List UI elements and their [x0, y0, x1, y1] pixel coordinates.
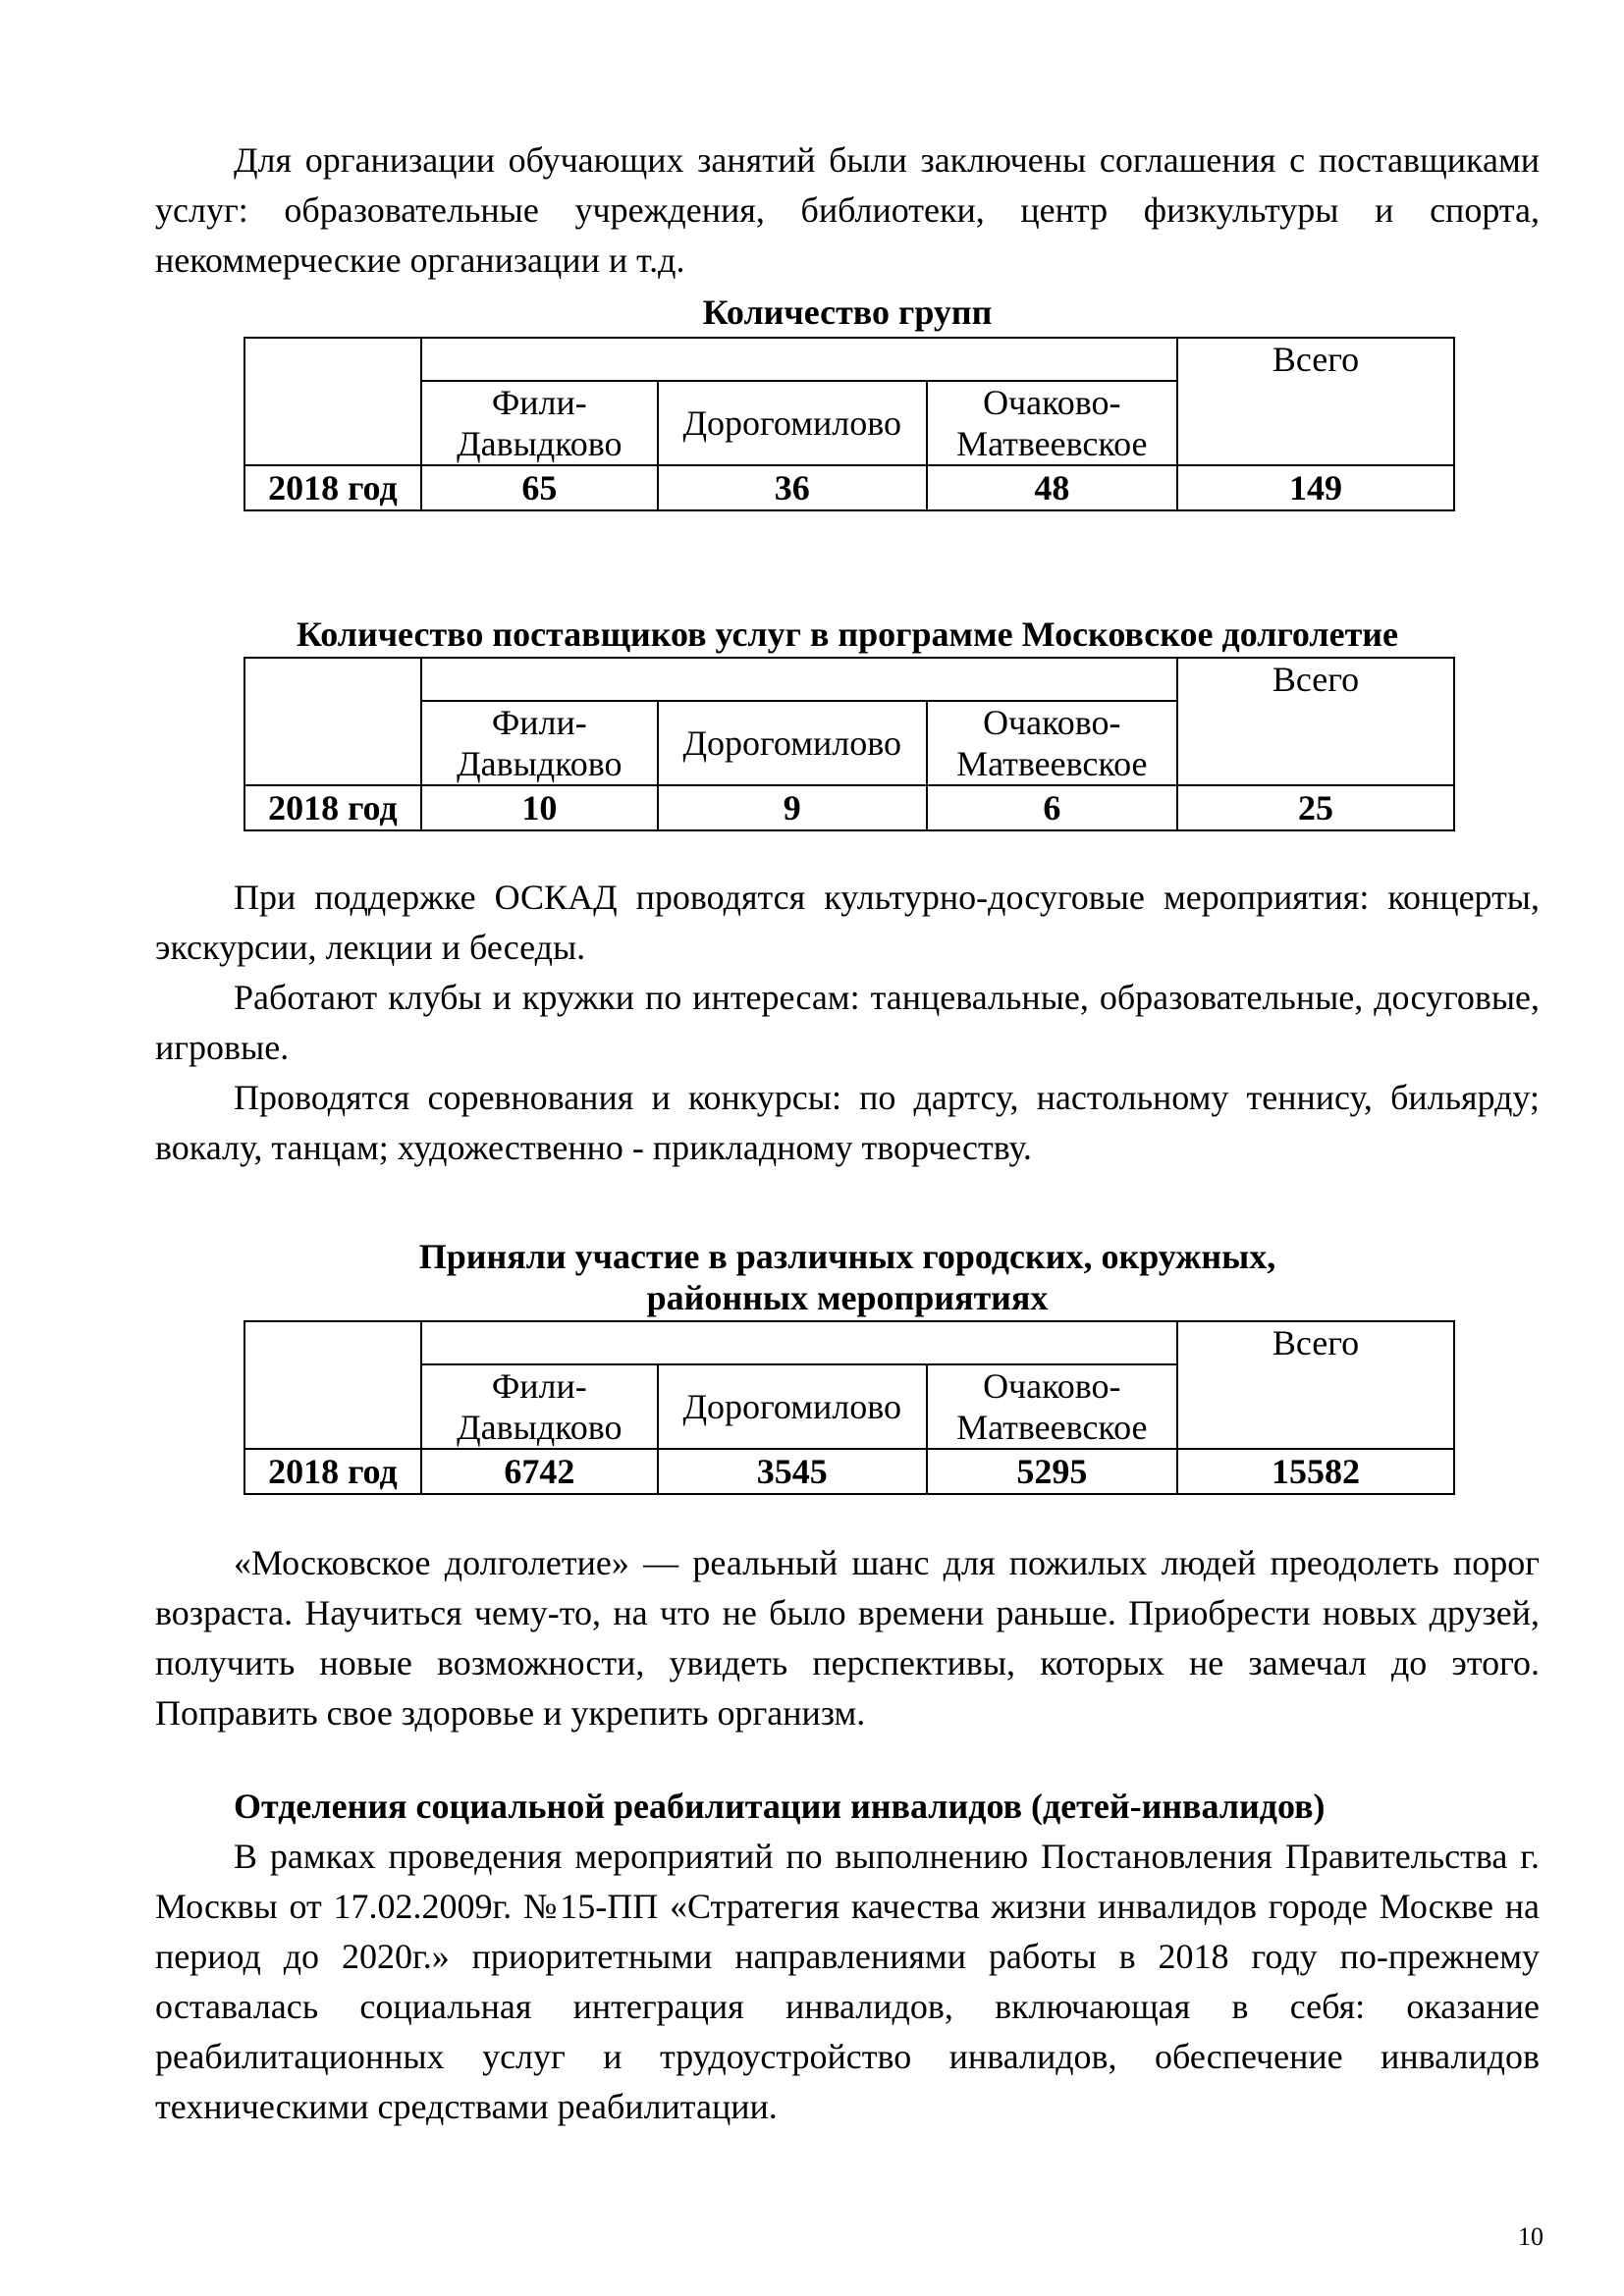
value-cell: 6 — [927, 785, 1177, 830]
providers-table-section — [155, 614, 1540, 831]
district-header: Дорогомилово — [658, 701, 927, 785]
total-header: Всего — [1177, 338, 1454, 465]
longevity-section — [155, 1538, 1540, 1738]
value-cell: 10 — [421, 785, 658, 830]
total-header: Всего — [1177, 658, 1454, 785]
table-title: Количество групп — [702, 293, 993, 332]
table-title: Количество поставщиков услуг в программе Московское долголетие — [296, 614, 1399, 654]
events-table-section — [155, 1236, 1540, 1495]
total-cell: 15582 — [1177, 1449, 1454, 1494]
paragraph: «Московское долголетие» — реальный шанс для пожилых людей преодолеть порог возраста. Научиться чему-то, на что не было времени раньше. Приобрести новых друзей, получить новые возможности, увидеть перспективы, которых не замечал до этого. Поправить свое здоровье и укрепить организм. — [155, 1543, 1540, 1733]
total-cell: 25 — [1177, 785, 1454, 830]
district-header: Дорогомилово — [658, 381, 927, 465]
empty-corner-cell — [244, 658, 421, 785]
value-cell: 5295 — [927, 1449, 1177, 1494]
total-cell: 149 — [1177, 465, 1454, 510]
value-cell: 9 — [658, 785, 927, 830]
groups-table-section — [155, 292, 1540, 511]
value-cell: 48 — [927, 465, 1177, 510]
district-header: Очаково-Матвеевское — [927, 701, 1177, 785]
row-label: 2018 год — [244, 465, 421, 510]
rehabilitation-section — [155, 1782, 1540, 2132]
districts-header-cell — [421, 338, 1177, 381]
value-cell: 3545 — [658, 1449, 927, 1494]
groups-table — [244, 337, 1455, 511]
intro-paragraph: Для организации обучающих занятий были заключены соглашения с поставщиками услуг: образовательные учреждения, библиотеки, центр физкультуры и спорта, некоммерческие организации и т.д. — [155, 140, 1540, 280]
district-header: Дорогомилово — [658, 1364, 927, 1449]
empty-corner-cell — [244, 338, 421, 465]
row-label: 2018 год — [244, 1449, 421, 1494]
table-title-line: Приняли участие в различных городских, окружных, — [418, 1237, 1276, 1276]
paragraph: В рамках проведения мероприятий по выполнению Постановления Правительства г. Москвы от 17.02.2009г. №15-ПП «Стратегия качества жизни инвалидов городе Москве на период до 2020г.» приоритетными направлениями работы в 2018 году по-прежнему оставалась социальная интеграция инвалидов, включающая в себя: оказание реабилитационных услуг и трудоустройство инвалидов, обеспечение инвалидов техническими средствами реабилитации. — [155, 1837, 1540, 2126]
district-header: Фили-Давыдково — [421, 1364, 658, 1449]
empty-corner-cell — [244, 1321, 421, 1449]
district-header: Очаково-Матвеевское — [927, 1364, 1177, 1449]
providers-table — [244, 657, 1455, 831]
district-header: Фили-Давыдково — [421, 701, 658, 785]
value-cell: 65 — [421, 465, 658, 510]
district-header: Фили-Давыдково — [421, 381, 658, 465]
events-table — [244, 1320, 1455, 1495]
document-page — [155, 135, 1540, 2132]
section-heading: Отделения социальной реабилитации инвалидов (детей-инвалидов) — [234, 1787, 1326, 1826]
page-number: 10 — [1518, 2222, 1543, 2251]
total-header: Всего — [1177, 1321, 1454, 1449]
value-cell: 6742 — [421, 1449, 658, 1494]
districts-header-cell — [421, 658, 1177, 701]
table-title-line: районных мероприятиях — [646, 1278, 1049, 1317]
paragraph: Проводятся соревнования и конкурсы: по дартсу, настольному теннису, бильярду; вокалу, танцам; художественно - прикладному творчеству. — [155, 1078, 1540, 1167]
row-label: 2018 год — [244, 785, 421, 830]
district-header: Очаково-Матвеевское — [927, 381, 1177, 465]
paragraph: При поддержке ОСКАД проводятся культурно-досуговые мероприятия: концерты, экскурсии, лекции и беседы. — [155, 878, 1540, 967]
value-cell: 36 — [658, 465, 927, 510]
districts-header-cell — [421, 1321, 1177, 1364]
paragraph: Работают клубы и кружки по интересам: танцевальные, образовательные, досуговые, игровые. — [155, 978, 1540, 1067]
activities-section — [155, 873, 1540, 1173]
